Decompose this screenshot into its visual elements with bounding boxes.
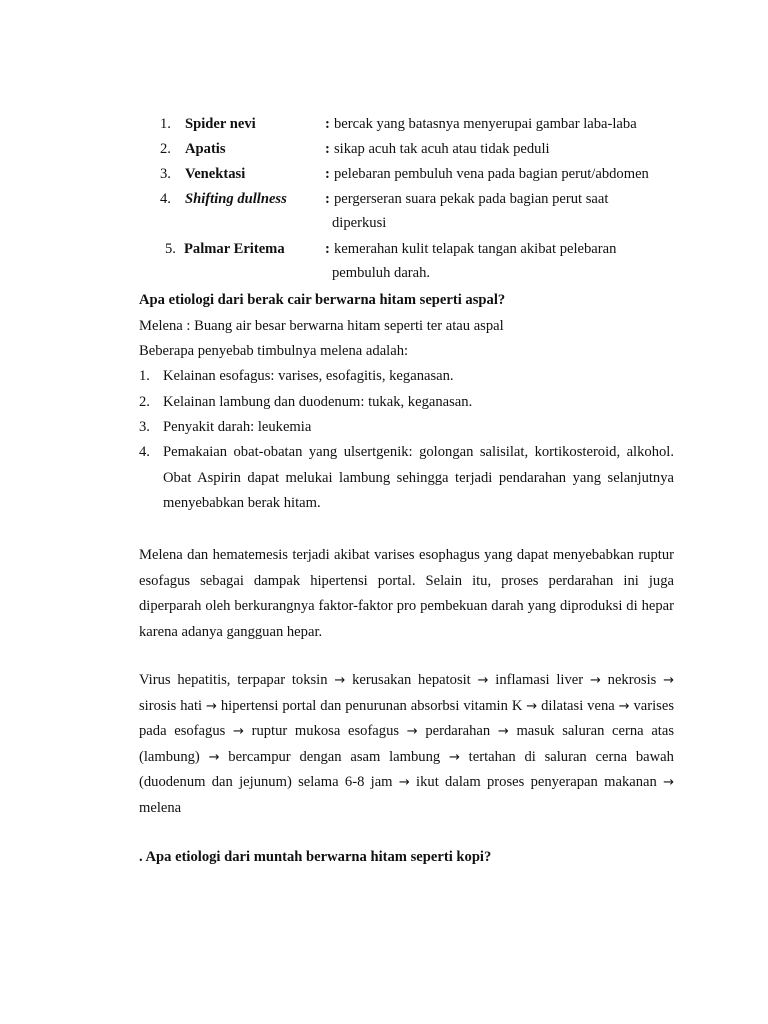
- colon: :: [325, 116, 330, 132]
- definition-item: [0, 141, 768, 166]
- item-text: Penyakit darah: leukemia: [163, 419, 312, 435]
- pathway-step: masuk saluran cerna atas (lambung): [139, 723, 675, 765]
- description: pergerseran suara pekak pada bagian perut saat: [334, 191, 609, 207]
- right-arrow-icon: →: [232, 724, 244, 739]
- term: Palmar Eritema: [184, 241, 285, 257]
- item-number: 2.: [160, 141, 171, 157]
- pathway-step: tertahan di saluran cerna bawah (duodenum dan jejunum) selama 6-8 jam: [139, 748, 674, 790]
- definition-item: [0, 166, 768, 191]
- right-arrow-icon: →: [526, 698, 538, 714]
- pathway-paragraph: [139, 668, 674, 821]
- pathway-step: ruptur mukosa esofagus: [251, 723, 400, 739]
- right-arrow-icon: →: [334, 673, 346, 688]
- colon: :: [325, 191, 330, 207]
- colon: :: [325, 141, 330, 157]
- pathway-step: ikut dalam proses penyerapan makanan: [416, 774, 657, 790]
- right-arrow-icon: →: [477, 673, 489, 688]
- right-arrow-icon: →: [663, 673, 675, 688]
- right-arrow-icon: →: [663, 775, 674, 790]
- pathway-step: Virus hepatitis, terpapar toksin: [139, 672, 328, 688]
- description: kemerahan kulit telapak tangan akibat pelebaran: [334, 241, 617, 257]
- pathway-step: perdarahan: [425, 723, 491, 739]
- item-number: 2.: [139, 394, 150, 410]
- description-continued: diperkusi: [332, 215, 387, 231]
- right-arrow-icon: →: [208, 749, 220, 765]
- melena-definition: Melena : Buang air besar berwarna hitam seperti ter atau aspal: [139, 318, 504, 334]
- item-number: 1.: [139, 368, 150, 384]
- description: sikap acuh tak acuh atau tidak peduli: [334, 141, 550, 157]
- pathway-step: melena: [139, 799, 182, 816]
- question-heading: Apa etiologi dari berak cair berwarna hitam seperti aspal?: [139, 292, 506, 308]
- pathway-step: inflamasi liver: [495, 672, 584, 688]
- item-number: 3.: [160, 166, 171, 182]
- description: bercak yang batasnya menyerupai gambar laba-laba: [334, 116, 637, 132]
- term: Venektasi: [185, 166, 246, 182]
- right-arrow-icon: →: [618, 698, 630, 714]
- right-arrow-icon: →: [448, 749, 460, 765]
- item-number: 4.: [139, 444, 150, 460]
- item-number: 4.: [160, 191, 171, 207]
- right-arrow-icon: →: [406, 724, 418, 739]
- causes-intro: Beberapa penyebab timbulnya melena adalah:: [139, 343, 409, 359]
- right-arrow-icon: →: [497, 724, 509, 739]
- definition-item: [0, 241, 768, 291]
- pathway-step: dilatasi vena: [541, 697, 615, 714]
- right-arrow-icon: →: [398, 775, 410, 790]
- description: pelebaran pembuluh vena pada bagian perut/abdomen: [334, 166, 649, 182]
- description-continued: pembuluh darah.: [332, 265, 431, 281]
- pathway-step: bercampur dengan asam lambung: [228, 748, 441, 765]
- item-text: Pemakaian obat-obatan yang ulsertgenik: golongan salisilat, kortikosteroid, alkohol. Obat Aspirin dapat melukai lambung sehingga terjadi pendarahan yang selanjutnya menyebabkan berak hitam.: [163, 444, 674, 511]
- item-number: 5.: [165, 241, 176, 257]
- right-arrow-icon: →: [206, 698, 217, 714]
- paragraph: Melena dan hematemesis terjadi akibat varises esophagus yang dapat menyebabkan ruptur esofagus sebagai dampak hipertensi portal. Selain itu, proses perdarahan ini juga diperparah oleh berkurangnya faktor-faktor pro pembekuan darah yang diproduksi di hepar karena adanya gangguan hepar.: [139, 547, 674, 640]
- pathway-step: varises pada esofagus: [139, 697, 675, 739]
- item-text: Kelainan lambung dan duodenum: tukak, keganasan.: [163, 394, 473, 410]
- item-number: 3.: [139, 419, 150, 435]
- colon: :: [325, 166, 330, 182]
- pathway-step: hipertensi portal dan penurunan absorbsi vitamin K: [220, 697, 523, 714]
- pathway-step: kerusakan hepatosit: [352, 672, 471, 688]
- term: Shifting dullness: [185, 191, 287, 207]
- item-text: Kelainan esofagus: varises, esofagitis, keganasan.: [163, 368, 454, 384]
- definition-list: [0, 116, 768, 291]
- pathway-step: sirosis hati: [139, 697, 203, 714]
- term: Apatis: [185, 141, 226, 157]
- question-heading: . Apa etiologi dari muntah berwarna hitam seperti kopi?: [139, 849, 492, 865]
- item-number: 1.: [160, 116, 171, 132]
- definition-item: [0, 116, 768, 141]
- term: Spider nevi: [185, 116, 256, 132]
- right-arrow-icon: →: [589, 673, 601, 688]
- definition-item: [0, 191, 768, 241]
- pathway-step: nekrosis: [607, 672, 657, 688]
- colon: :: [325, 241, 330, 257]
